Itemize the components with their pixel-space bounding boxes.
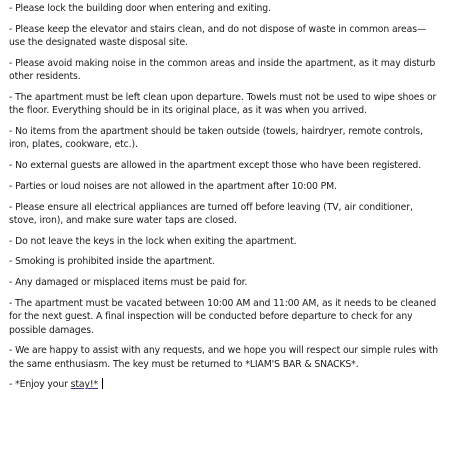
rule-3: - Please avoid making noise in the common areas and inside the apartment, as it may disturb other residents. [9,57,436,83]
rule-6: - No external guests are allowed in the apartment except those who have been registered. [9,160,422,172]
rule-8: - Please ensure all electrical appliances are turned off before leaving (TV, air conditioner, stove, iron), and make sure water taps are closed. [9,201,413,226]
rule-10: - Smoking is prohibited inside the apartment. [9,256,215,268]
rule-2: - Please keep the elevator and stairs clean, and do not dispose of waste in common areas—use the designated waste disposal site. [9,23,427,49]
rule-5: - No items from the apartment should be taken outside (towels, hairdryer, remote controls, iron, plates, cookware, etc.). [9,126,423,151]
rule-11: - Any damaged or misplaced items must be paid for. [9,277,248,289]
rule-7: - Parties or loud noises are not allowed in the apartment after 10:00 PM. [9,180,337,192]
closing-line[interactable] [9,378,442,391]
rule-1: - Please lock the building door when entering and exiting. [9,3,271,14]
closing-link-word[interactable]: stay!* [70,379,98,391]
rule-13: - We are happy to assist with any requests, and we hope you will respect our simple rules with the same enthusiasm. The key must be returned to *LIAM'S BAR & SNACKS*. [9,345,438,370]
rule-9: - Do not leave the keys in the lock when exiting the apartment. [9,235,297,247]
closing-prefix: - *Enjoy your [9,379,71,391]
rule-12: - The apartment must be vacated between 10:00 AM and 11:00 AM, as it needs to be cleaned for the next guest. A final inspection will be conducted before departure to check for any possible damages. [9,297,437,336]
text-cursor [102,378,103,389]
rule-4: - The apartment must be left clean upon departure. Towels must not be used to wipe shoes or the floor. Everything should be in its original place, as it was when you arrived. [9,91,437,117]
